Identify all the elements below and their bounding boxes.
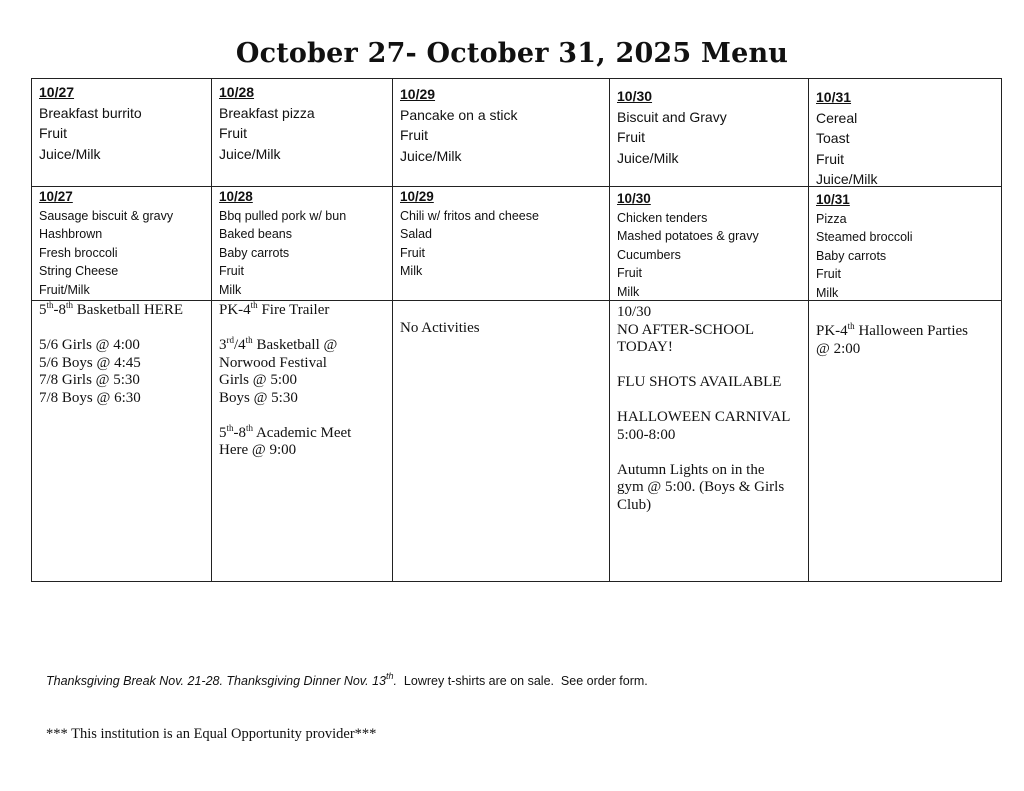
page-title: October 27- October 31, 2025 Menu (235, 38, 789, 69)
activities-cell-tue (212, 301, 392, 460)
menu-item: Steamed broccoli (816, 230, 913, 244)
activities-cell-thu (610, 303, 808, 514)
menu-item: Juice/Milk (816, 171, 878, 187)
menu-item: String Cheese (39, 264, 119, 278)
menu-item: Mashed potatoes & gravy (617, 229, 759, 243)
activity-line: Girls @ 5:00 (219, 372, 297, 388)
activity-line: 5th-8th Basketball HERE (39, 300, 184, 318)
activity-line: 5:00-8:00 (617, 426, 676, 443)
menu-item: Cereal (816, 109, 858, 126)
activities-cell-wed (393, 319, 609, 338)
activity-line: PK-4th Halloween Parties (816, 321, 968, 339)
lunch-cell-mon (32, 187, 211, 299)
menu-item: Milk (617, 284, 640, 299)
menu-item: Baby carrots (219, 245, 290, 260)
menu-item: Juice/Milk (219, 145, 281, 162)
menu-item: Juice/Milk (400, 147, 462, 164)
activities-cell-fri (809, 322, 1002, 358)
activity-line: HALLOWEEN CARNIVAL (617, 409, 791, 425)
menu-item: Fruit (816, 267, 841, 281)
menu-item: Fruit (219, 125, 247, 141)
cell-date: 10/29 (400, 189, 434, 204)
menu-item: Pizza (816, 211, 847, 226)
menu-item: Toast (816, 130, 850, 146)
activity-line: Club) (617, 496, 652, 513)
breakfast-cell-wed (393, 81, 609, 166)
menu-item: Biscuit and Gravy (617, 108, 727, 125)
cell-date: 10/31 (816, 89, 852, 105)
activity-line: NO AFTER-SCHOOL (617, 321, 755, 338)
equal-opportunity-notice: *** This institution is an Equal Opportunity provider*** (46, 726, 377, 742)
menu-item: Pancake on a stick (400, 106, 518, 123)
menu-item: Chili w/ fritos and cheese (400, 208, 539, 223)
menu-item: Breakfast burrito (39, 104, 142, 121)
cell-date: 10/27 (39, 84, 75, 100)
footer-note: Thanksgiving Break Nov. 21-28. Thanksgiving Dinner Nov. 13th. Lowrey t-shirts are on sale. See order form. (46, 671, 648, 688)
menu-item: Fruit (400, 127, 428, 143)
menu-item: Fruit (617, 129, 645, 145)
menu-table (31, 78, 1002, 582)
activity-line: @ 2:00 (816, 340, 861, 357)
breakfast-cell-tue (212, 79, 392, 164)
breakfast-cell-thu (610, 83, 808, 168)
activity-line: 7/8 Boys @ 6:30 (39, 389, 141, 406)
menu-item: Chicken tenders (617, 210, 708, 225)
menu-item: Breakfast pizza (219, 104, 315, 121)
cell-date: 10/30 (617, 88, 653, 104)
activity-line: PK-4th Fire Trailer (219, 300, 330, 318)
activity-line: Here @ 9:00 (219, 442, 297, 458)
lunch-cell-fri (809, 190, 1002, 302)
activity-line: 7/8 Girls @ 5:30 (39, 372, 140, 388)
activity-line: Boys @ 5:30 (219, 389, 298, 406)
menu-item: Milk (400, 264, 423, 278)
activity-date: 10/30 (617, 304, 652, 320)
menu-item: Juice/Milk (617, 149, 679, 166)
menu-item: Fruit (39, 125, 67, 141)
activity-line: Autumn Lights on in the (617, 461, 765, 478)
lunch-cell-wed (393, 187, 609, 281)
breakfast-cell-fri (809, 84, 1002, 190)
menu-item: Fruit/Milk (39, 282, 90, 297)
menu-item: Sausage biscuit & gravy (39, 208, 174, 223)
menu-item: Salad (400, 227, 432, 241)
activity-line: 3rd/4th Basketball @ (219, 335, 338, 353)
activity-line: 5th-8th Academic Meet (219, 422, 352, 441)
cell-date: 10/28 (219, 189, 253, 204)
cell-date: 10/31 (816, 192, 850, 207)
breakfast-cell-mon (32, 79, 211, 164)
activities-cell-mon (32, 301, 211, 407)
lunch-cell-tue (212, 187, 392, 299)
menu-item: Baby carrots (816, 248, 887, 263)
activity-line: FLU SHOTS AVAILABLE (617, 374, 782, 390)
cell-date: 10/30 (617, 191, 651, 206)
lunch-cell-thu (610, 189, 808, 301)
menu-item: Fruit (219, 264, 244, 278)
activity-line: Norwood Festival (219, 354, 327, 371)
menu-item: Hashbrown (39, 227, 103, 241)
cell-date: 10/28 (219, 84, 255, 100)
cell-date: 10/27 (39, 189, 73, 204)
activity-line: No Activities (400, 320, 480, 336)
menu-item: Milk (816, 285, 839, 300)
activity-line: 5/6 Boys @ 4:45 (39, 354, 141, 371)
cell-date: 10/29 (400, 86, 436, 102)
menu-item: Juice/Milk (39, 145, 101, 162)
menu-item: Fresh broccoli (39, 245, 118, 260)
activity-line: TODAY! (617, 339, 673, 355)
menu-item: Milk (219, 282, 242, 297)
activity-line: 5/6 Girls @ 4:00 (39, 337, 140, 353)
menu-item: Fruit (400, 245, 425, 260)
menu-item: Bbq pulled pork w/ bun (219, 208, 347, 223)
menu-item: Fruit (816, 150, 844, 167)
activity-line: gym @ 5:00. (Boys & Girls (617, 479, 785, 495)
menu-item: Fruit (617, 266, 642, 280)
menu-item: Cucumbers (617, 247, 681, 262)
menu-item: Baked beans (219, 227, 292, 241)
